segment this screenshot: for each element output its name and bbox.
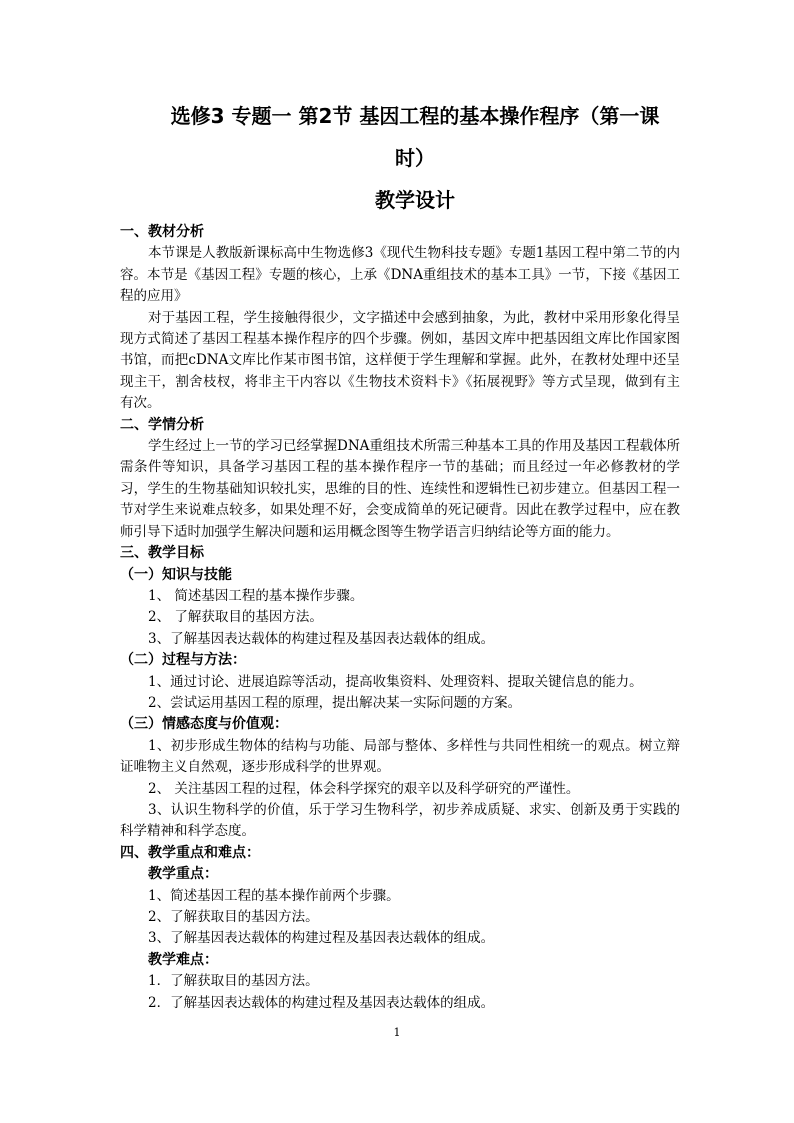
title-line-1: 选修3 专题一 第2节 基因工程的基本操作程序（第一课 (170, 104, 660, 128)
subheading-methods: （二）过程与方法： (120, 652, 246, 669)
section-heading-students: 二、学情分析 (120, 416, 204, 433)
list-item: 1、初步形成生物体的结构与功能、局部与整体、多样性与共同性相统一的观点。树立辩证唯物主义自然观，逐步形成科学的世界观。 (120, 737, 680, 776)
paragraph: 学生经过上一节的学习已经掌握DNA重组技术所需三种基本工具的作用及基因工程载体所需条件等知识，具备学习基因工程的基本操作程序一节的基础；而且经过一年必修教材的学习，学生的生物基础知识较扎实，思维的目的性、连续性和逻辑性已初步建立。但基因工程一节对学生来说难点较多，如果处理不好，会变成简单的死记硬背。因此在教学过程中，应在教师引导下适时加强学生解决问题和运用概念图等生物学语言归纳结论等方面的能力。 (120, 438, 680, 540)
difficulties-label: 教学难点： (148, 951, 218, 968)
subheading-attitude: （三）情感态度与价值观： (120, 716, 288, 733)
list-item: 1、通过讨论、进展追踪等活动，提高收集资料、处理资料、提取关键信息的能力。 (148, 673, 643, 690)
section-heading-key-points: 四、教学重点和难点： (120, 844, 260, 861)
paragraph: 本节课是人教版新课标高中生物选修3《现代生物科技专题》专题1基因工程中第二节的内容。本节是《基因工程》专题的核心，上承《DNA重组技术的基本工具》一节，下接《基因工程的应用》 (120, 245, 680, 305)
section-heading-materials: 一、教材分析 (120, 224, 204, 240)
list-item: 3、了解基因表达载体的构建过程及基因表达载体的组成。 (148, 630, 495, 647)
list-item: 2．了解基因表达载体的构建过程及基因表达载体的组成。 (148, 994, 495, 1011)
paragraph: 对于基因工程，学生接触得很少，文字描述中会感到抽象，为此，教材中采用形象化得呈现方式简述了基因工程基本操作程序的四个步骤。例如，基因文库中把基因组文库比作国家图书馆，而把cDNA文库比作某市图书馆，这样便于学生理解和掌握。此外，在教材处理中还呈现主干，割舍枝杈，将非主干内容以《生物技术资料卡》《拓展视野》等方式呈现，做到有主有次。 (120, 309, 680, 412)
list-item: 1、简述基因工程的基本操作前两个步骤。 (148, 887, 400, 904)
list-item: 2、了解获取目的基因方法。 (148, 909, 319, 925)
subheading-knowledge: （一）知识与技能 (120, 566, 232, 583)
list-item: 3、认识生物科学的价值，乐于学习生物科学，初步养成质疑、求实、创新及勇于实践的科学精神和科学态度。 (120, 801, 680, 840)
key-points-label: 教学重点： (148, 866, 218, 883)
list-item: 3、了解基因表达载体的构建过程及基因表达载体的组成。 (148, 930, 495, 947)
title-line-3: 教学设计 (375, 188, 455, 212)
section-heading-objectives: 三、教学目标 (120, 545, 204, 562)
list-item: 2、尝试运用基因工程的原理，提出解决某一实际问题的方案。 (148, 694, 522, 711)
list-item: 2、 关注基因工程的过程，体会科学探究的艰辛以及科学研究的严谨性。 (148, 780, 580, 797)
list-item: 2、 了解获取目的基因方法。 (148, 609, 323, 626)
list-item: 1、 简述基因工程的基本操作步骤。 (148, 587, 364, 604)
title-line-2: 时） (395, 146, 435, 170)
document-body (120, 222, 680, 1014)
page-number: 1 (393, 1026, 401, 1039)
list-item: 1．了解获取目的基因方法。 (148, 973, 319, 990)
